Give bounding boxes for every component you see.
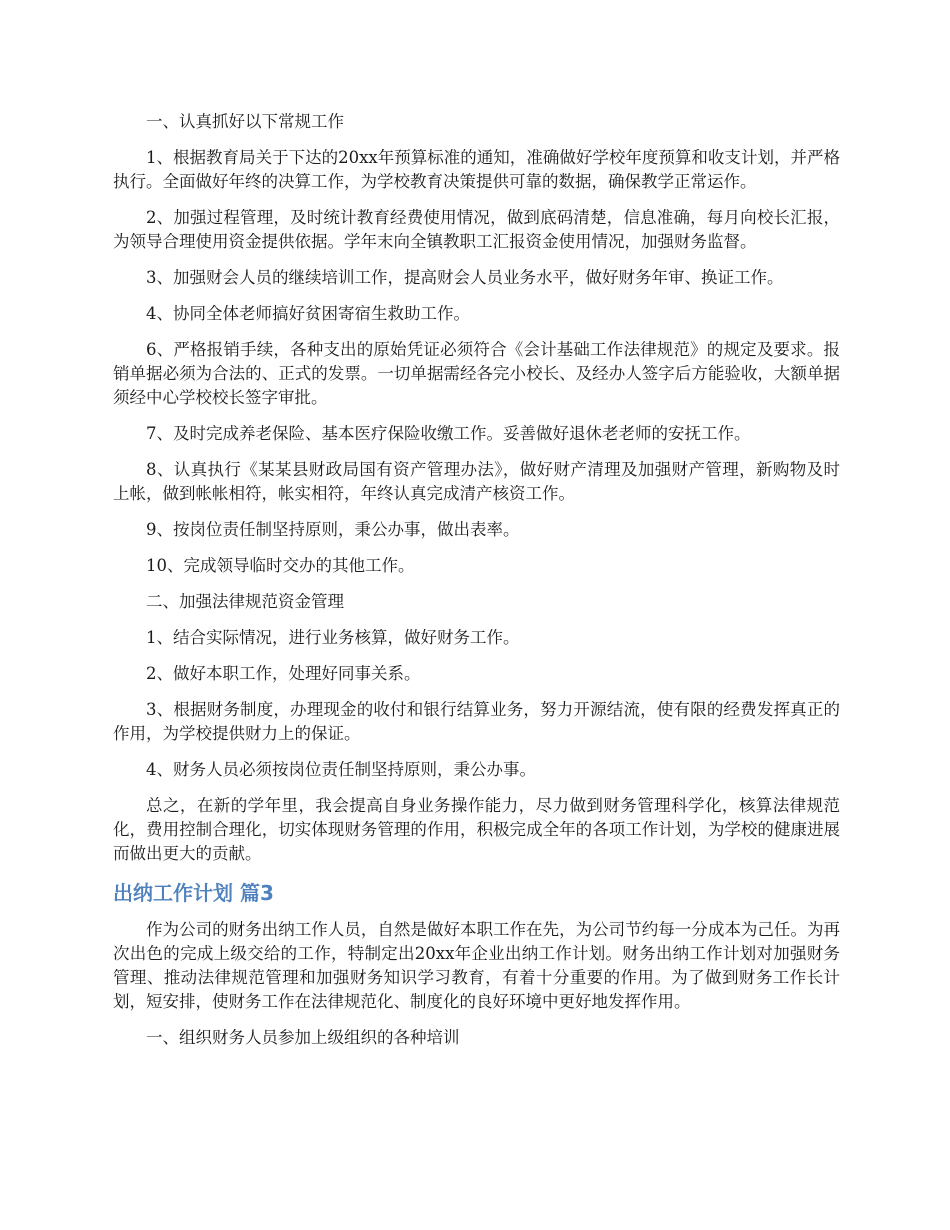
paragraph-item-7-insurance: 7、及时完成养老保险、基本医疗保险收缴工作。妥善做好退休老老师的安抚工作。 bbox=[146, 424, 751, 443]
paragraph-routine-work-heading: 一、认真抓好以下常规工作 bbox=[146, 112, 344, 131]
paragraph-item-6-reimbursement: 6、严格报销手续，各种支出的原始凭证必须符合《会计基础工作法律规范》的规定及要求。报销单据必须为合法的、正式的发票。一切单据需经各完小校长、及经办人签字后方能验收，大额单据须经中心学校校长签字审批。 bbox=[113, 340, 840, 407]
paragraph-item-1-budget: 1、根据教育局关于下达的20xx年预算标准的通知，准确做好学校年度预算和收支计划，并严格执行。全面做好年终的决算工作，为学校教育决策提供可靠的数据，确保教学正常运作。 bbox=[113, 148, 840, 191]
paragraph-legal-item-2: 2、做好本职工作，处理好同事关系。 bbox=[146, 664, 421, 683]
paragraph-cashier-intro: 作为公司的财务出纳工作人员，自然是做好本职工作在先，为公司节约每一分成本为己任。为再次出色的完成上级交给的工作，特制定出20xx年企业出纳工作计划。财务出纳工作计划对加强财务管理、推动法律规范管理和加强财务知识学习教育，有着十分重要的作用。为了做到财务工作长计划，短安排，使财务工作在法律规范化、制度化的良好环境中更好地发挥作用。 bbox=[113, 920, 840, 1011]
paragraph-summary: 总之，在新的学年里，我会提高自身业务操作能力，尽力做到财务管理科学化，核算法律规范化，费用控制合理化，切实体现财务管理的作用，积极完成全年的各项工作计划，为学校的健康进展而做出更大的贡献。 bbox=[113, 796, 840, 863]
paragraph-legal-item-3: 3、根据财务制度，办理现金的收付和银行结算业务，努力开源结流，使有限的经费发挥真正的作用，为学校提供财力上的保证。 bbox=[113, 700, 840, 743]
paragraph-legal-item-4: 4、财务人员必须按岗位责任制坚持原则，秉公办事。 bbox=[146, 760, 536, 779]
paragraph-item-9-principles: 9、按岗位责任制坚持原则，秉公办事，做出表率。 bbox=[146, 520, 520, 539]
paragraph-cashier-item-1: 一、组织财务人员参加上级组织的各种培训 bbox=[146, 1028, 460, 1047]
paragraph-item-10-other: 10、完成领导临时交办的其他工作。 bbox=[146, 556, 415, 575]
paragraph-item-4-aid: 4、协同全体老师搞好贫困寄宿生救助工作。 bbox=[146, 304, 470, 323]
paragraph-legal-item-1: 1、结合实际情况，进行业务核算，做好财务工作。 bbox=[146, 628, 520, 647]
paragraph-item-8-assets: 8、认真执行《某某县财政局国有资产管理办法》，做好财产清理及加强财产管理，新购物及时上帐，做到帐帐相符，帐实相符，年终认真完成清产核资工作。 bbox=[113, 460, 840, 503]
paragraph-item-2-process: 2、加强过程管理，及时统计教育经费使用情况，做到底码清楚，信息准确，每月向校长汇报，为领导合理使用资金提供依据。学年末向全镇教职工汇报资金使用情况，加强财务监督。 bbox=[113, 208, 840, 251]
paragraph-item-3-training: 3、加强财会人员的继续培训工作，提高财会人员业务水平，做好财务年审、换证工作。 bbox=[146, 268, 784, 287]
section-heading: 出纳工作计划 篇3 bbox=[113, 881, 274, 905]
document-page bbox=[113, 110, 840, 1062]
paragraph-legal-management-heading: 二、加强法律规范资金管理 bbox=[146, 592, 344, 611]
